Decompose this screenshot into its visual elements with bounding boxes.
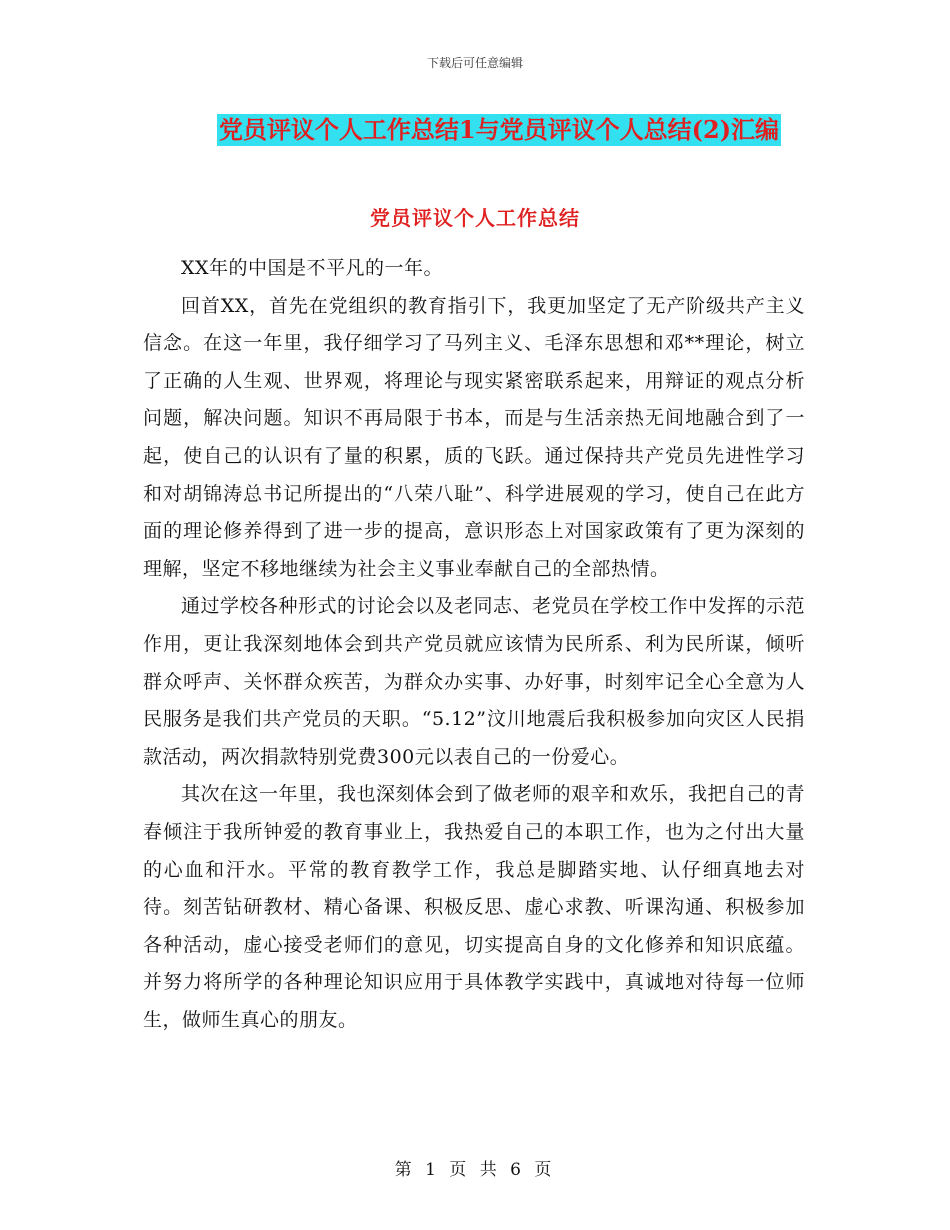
document-title-wrapper [0, 114, 950, 146]
paragraph-4: 其次在这一年里，我也深刻体会到了做老师的艰辛和欢乐，我把自己的青春倾注于我所钟爱的教育事业上，我热爱自己的本职工作，也为之付出大量的心血和汗水。平常的教育教学工作，我总是脚踏实地、认仔细真地去对待。刻苦钻研教材、精心备课、积极反思、虚心求教、听课沟通、积极参加各种活动，虚心接受老师们的意见，切实提高自身的文化修养和知识底蕴。并努力将所学的各种理论知识应用于具体教学实践中，真诚地对待每一位师生，做师生真心的朋友。 [143, 783, 806, 1031]
header-note: 下载后可任意编辑 [426, 56, 523, 70]
page-indicator: 第 1 页 共 6 页 [394, 1160, 556, 1180]
paragraph-2: 回首XX，首先在党组织的教育指引下，我更加坚定了无产阶级共产主义信念。在这一年里，我仔细学习了马列主义、毛泽东思想和邓**理论，树立了正确的人生观、世界观，将理论与现实紧密联系起来，用辩证的观点分析问题，解决问题。知识不再局限于书本，而是与生活亲热无间地融合到了一起，使自己的认识有了量的积累，质的飞跃。通过保持共产党员先进性学习和对胡锦涛总书记所提出的“八荣八耻”、科学进展观的学习，使自己在此方面的理论修养得到了进一步的提高，意识形态上对国家政策有了更为深刻的理解，坚定不移地继续为社会主义事业奉献自己的全部热情。 [143, 294, 805, 580]
document-body [143, 250, 805, 1039]
section-title: 党员评议个人工作总结 [370, 206, 580, 230]
document-title: 党员评议个人工作总结1与党员评议个人总结(2)汇编 [218, 115, 780, 144]
paragraph-1: XX年的中国是不平凡的一年。 [181, 257, 444, 279]
paragraph-3: 通过学校各种形式的讨论会以及老同志、老党员在学校工作中发挥的示范作用，更让我深刻地体会到共产党员就应该情为民所系、利为民所谋，倾听群众呼声、关怀群众疾苦，为群众办实事、办好事，时刻牢记全心全意为人民服务是我们共产党员的天职。“5.12”汶川地震后我积极参加向灾区人民捐款活动，两次捐款特别党费300元以表自己的一份爱心。 [143, 595, 806, 768]
